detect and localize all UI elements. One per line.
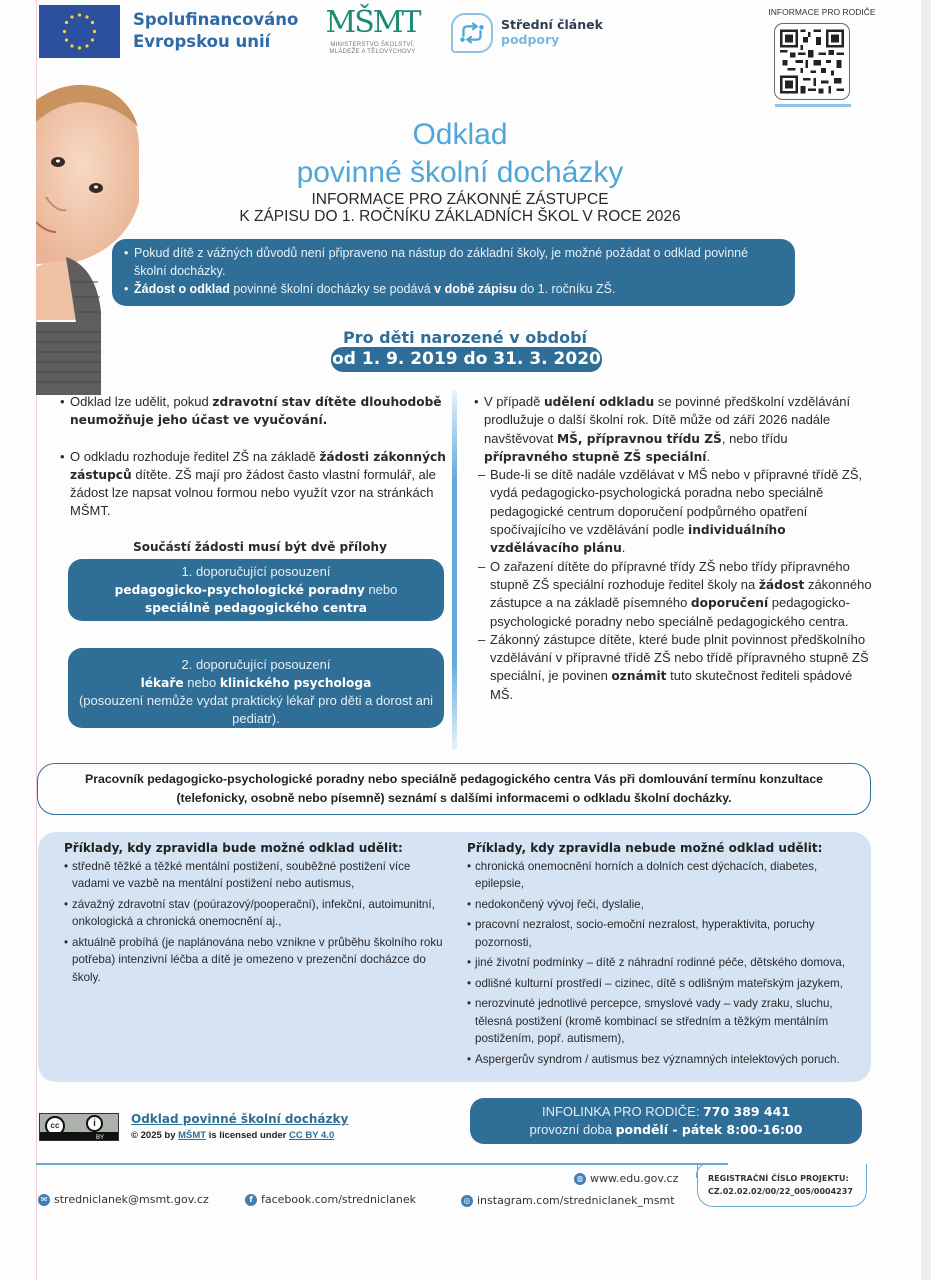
examples-yes-list [64,858,449,987]
right-d2-bold-2: doporučení [690,596,769,611]
examples-no-title: Příklady, kdy zpravidla nebude možné odklad udělit: [467,841,823,855]
page-edge [921,0,931,1280]
right-d3-text-1: Zákonný zástupce dítěte, které bude plnit povinnost předškolního vzdělávání v přípravné třídě ZŠ nebo třídě přípravného stupně ZŠ speciální, je povinen [490,631,869,684]
consultation-info-box [37,763,871,815]
example-item: • aktuálně probíhá (je naplánována nebo vznikne v průběhu školního roku potřeba) intenzivní léčba a dítě je omezeno v prezenční docházce do školy. [64,934,449,987]
right-d2-bold-1: žádost [758,577,805,592]
right-point-1 [474,393,874,466]
attachment-2-bold-2: klinického psychologa [219,676,372,691]
infoline-hours: pondělí - pátek 8:00-16:00 [615,1122,803,1137]
license-work-title-link[interactable]: Odklad povinné školní docházky [131,1112,349,1126]
email-link[interactable]: stredniclanek@msmt.gov.cz [54,1193,209,1206]
attachment-1-text: nebo [364,582,398,598]
examples-no-list [467,858,862,1069]
intro-bold-2: v době zápisu [434,282,517,296]
subtitle-line-1: INFORMACE PRO ZÁKONNÉ ZÁSTUPCE [311,191,609,208]
examples-yes-column [64,840,449,989]
right-p1-bold-1: udělení odkladu [544,395,655,409]
right-dash-1 [474,466,874,557]
period-range-pill: od 1. 9. 2019 do 31. 3. 2020 [331,347,602,372]
example-item: • pracovní nezralost, socio-emoční nezralost, hyperaktivita, poruchy pozornosti, [467,916,862,951]
right-p1-text-2: se povinné předškolní vzdělávání prodlužuje o další školní rok. Dítě může od září 2026 nadále navštěvovat [484,394,851,446]
title-line-1: Odklad [412,118,508,151]
qr-label: INFORMACE PRO RODIČE [768,7,876,17]
intro-text-1: povinné školní docházky se podává [229,282,435,296]
info-line-1: Pracovník pedagogicko-psychologické poradny nebo speciálně pedagogického centra Vás při domlouvání termínu konzultace [85,772,823,786]
example-item: • středně těžké a těžké mentální postižení, souběžné postižení více vadami ve vazbě na mentální postižení nebo autismus, [64,858,449,893]
infoline-phone[interactable]: 770 389 441 [703,1104,791,1119]
msmt-logo [310,4,435,64]
infoline-box [470,1098,862,1144]
attachment-1-line-1: 1. doporučující posouzení [181,564,331,580]
attachment-1-bold-1: pedagogicko-psychologické poradny [114,583,365,598]
license-line [131,1130,334,1141]
right-d2-text-2: zákonného zástupce a na základě písemného [490,576,872,611]
license-link[interactable]: CC BY 4.0 [289,1130,335,1141]
left-p2-bold: žádosti zákonných zástupců [70,449,446,482]
web-link[interactable]: www.edu.gov.cz [590,1172,679,1185]
web-contact[interactable] [574,1172,678,1185]
left-p1-text: Odklad lze udělit, pokud [70,394,213,409]
example-item: • jiné životní podmínky – dítě z náhradní rodinné péče, dětského domova, [467,954,862,972]
instagram-link[interactable]: instagram.com/stredniclanek_msmt [477,1194,675,1207]
example-item: • odlišné kulturní prostředí – cizinec, dítě s odlišným mateřským jazykem, [467,975,862,993]
intro-text-2: do 1. ročníku ZŠ. [516,282,616,296]
right-p1-text-4: . [706,448,711,464]
infoline-label: INFOLINKA PRO RODIČE: [541,1104,704,1119]
right-d3-text-2: tuto skutečnost řediteli spádové MŠ. [490,668,853,702]
example-item: • Aspergerův syndrom / autismus bez významných intelektových poruch. [467,1051,862,1069]
license-middle: is licensed under [206,1130,289,1141]
right-d1-text: Bude-li se dítě nadále vzdělávat v MŠ nebo v přípravné třídě ZŠ, vydá pedagogicko-psychologická poradna nebo speciálně pedagogické centrum doporučení podpůrného opatření spočívajícího ve vzdělávání podle [490,467,863,538]
attachment-2-bold-1: lékaře [140,676,184,691]
facebook-icon: f [245,1194,257,1206]
license-prefix: © 2025 by [131,1130,179,1141]
attribution-icon: i [86,1115,103,1132]
example-item: • nedokončený vývoj řeči, dyslalie, [467,896,862,914]
page-subtitle [200,191,720,225]
intro-point-2 [124,280,783,298]
examples-yes-title: Příklady, kdy zpravidla bude možné odklad udělit: [64,841,403,855]
eu-flag-logo [39,5,120,58]
instagram-icon: ◎ [461,1195,473,1207]
by-label: BY [95,1135,104,1141]
info-line-2: (telefonicky, osobně nebo písemně) seznámí s dalšími informacemi o odkladu školní docházky. [176,791,732,805]
intro-box [112,239,795,306]
subtitle-line-2: K ZÁPISU DO 1. ROČNÍKU ZÁKLADNÍCH ŠKOL V ROCE 2026 [239,208,681,225]
globe-icon: ◍ [574,1173,586,1185]
intro-bold-1: Žádost o odklad [134,282,230,296]
attachment-2-box [68,648,444,728]
title-line-2: povinné školní docházky [296,156,624,189]
license-author-link[interactable]: MŠMT [178,1130,207,1141]
qr-code[interactable] [774,23,850,100]
right-p1-bold-2: MŠ, přípravnou třídu ZŠ [557,431,722,446]
infoline-hours-label: provozní doba [529,1122,616,1137]
eu-cofinanced-text [133,9,298,53]
right-d1-end: . [621,540,626,556]
registration-number: CZ.02.02.02/00/22_005/0004237 [708,1187,853,1196]
sc-line-2: podpory [501,32,560,47]
right-p1-text-1: V případě [484,394,544,409]
msmt-caption-1: MINISTERSTVO ŠKOLSTVÍ, [330,42,415,48]
registration-label: REGISTRAČNÍ ČÍSLO PROJEKTU: [708,1174,849,1183]
eu-line-1: Spolufinancováno [133,10,299,29]
instagram-contact[interactable] [461,1194,675,1207]
cc-by-license-badge[interactable] [39,1113,119,1141]
examples-no-column [467,840,862,1071]
column-divider [452,390,457,750]
facebook-link[interactable]: facebook.com/stredniclanek [261,1193,416,1206]
period-title: Pro děti narozené v období [342,328,588,347]
left-column [60,393,460,728]
registration-box [697,1164,867,1207]
cc-icon: cc [45,1116,65,1136]
right-d1-bold: individuálního vzdělávacího plánu [490,523,786,556]
right-column [474,393,874,704]
left-p2-text-1: O odkladu rozhoduje ředitel ZŠ na základě [70,448,320,464]
attachment-2-text: nebo [183,675,220,691]
left-p2-text-2: dítěte. ZŠ mají pro žádost často vlastní formulář, ale žádost lze napsat volnou formou nebo využít vzor na stránkách MŠMT. [70,466,436,519]
mail-icon: ✉ [38,1194,50,1206]
example-item: • nerozvinuté jednotlivé percepce, smyslové vady – vady zraku, sluchu, tělesná postižení (kromě kombinací se středním a těžkým mentálním postižením, popř. autismem), [467,995,862,1048]
right-p1-text-3: , nebo třídu [721,430,788,446]
stredni-clanek-logo-icon [451,13,493,53]
email-contact[interactable] [38,1193,209,1206]
attachment-1-box [68,559,444,621]
page-title [250,116,670,192]
eu-line-2: Evropskou unií [133,32,271,51]
sc-line-1: Střední článek [501,17,603,32]
attachment-1-bold-2: speciálně pedagogického centra [145,601,367,616]
stredni-clanek-text [501,17,603,47]
qr-underline [775,104,851,107]
examples-panel [38,832,871,1082]
attachment-2-note: (posouzení nemůže vydat praktický lékař pro děti a dorost ani pediatr). [78,693,434,727]
attachments-title: Součástí žádosti musí být dvě přílohy [133,539,387,554]
example-item: • závažný zdravotní stav (poúrazový/pooperační), infekční, autoimunitní, onkologická a chronická onemocnění aj., [64,896,449,931]
left-p1-bold: zdravotní stav dítěte dlouhodobě neumožňuje jeho účast ve vyučování. [70,395,442,428]
right-p1-bold-3: přípravného stupně ZŠ speciální [484,449,707,464]
msmt-caption-2: MLÁDEŽE A TĚLOVÝCHOVY [329,49,416,55]
right-dash-3 [474,631,874,704]
left-point-2 [60,448,460,521]
right-d3-bold: oznámit [611,669,667,684]
facebook-contact[interactable] [245,1193,416,1206]
example-item: • chronická onemocnění horních a dolních cest dýchacích, diabetes, epilepsie, [467,858,862,893]
right-dash-2 [474,558,874,631]
right-d2-text-1: O zařazení dítěte do přípravné třídy ZŠ nebo třídy přípravného stupně ZŠ speciální rozhoduje ředitel školy na [490,558,850,592]
msmt-mark: MŠMT [325,5,420,40]
intro-point-1 [124,244,783,280]
right-d2-text-3: pedagogicko-psychologické poradny nebo speciálně pedagogického centra. [490,595,850,629]
attachment-2-line-1: 2. doporučující posouzení [181,657,331,673]
intro-point-1-text: Pokud dítě z vážných důvodů není připraveno na nástup do základní školy, je možné požádat o odklad povinné školní docházky. [134,246,749,278]
footer-divider [36,1163,728,1165]
left-point-1 [60,393,460,430]
